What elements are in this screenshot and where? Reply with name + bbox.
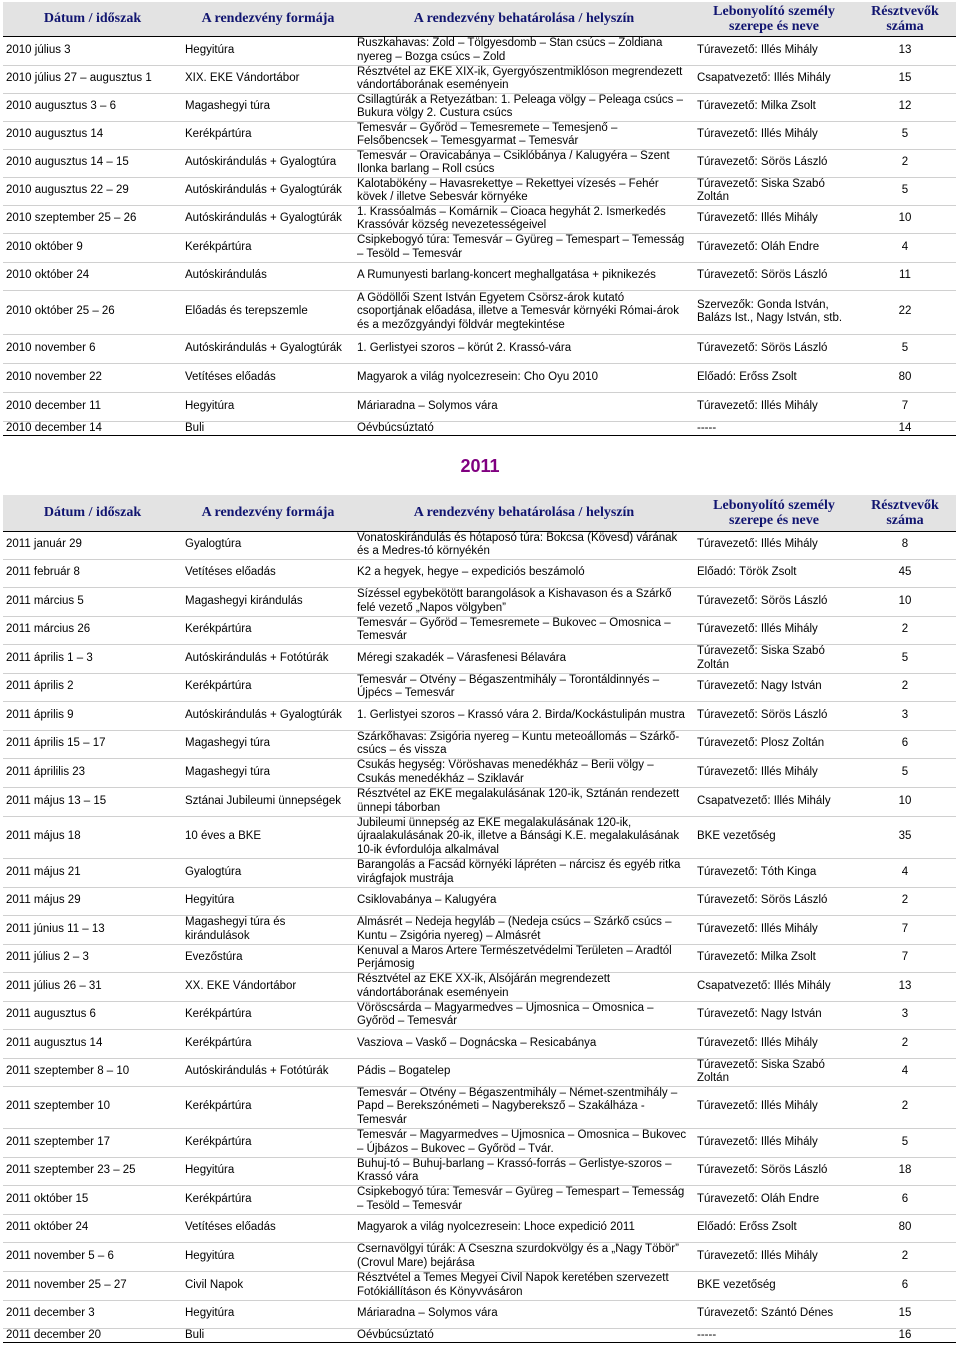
table-row (3, 36, 956, 65)
cell-form: Hegyitúra (182, 392, 354, 421)
cell-participants: 5 (854, 644, 956, 673)
cell-participants: 4 (854, 1058, 956, 1086)
cell-participants: 5 (854, 1128, 956, 1157)
table-row (3, 1001, 956, 1029)
cell-form: Autóskirándulás + Fotótúrák (182, 644, 354, 673)
table-row (3, 758, 956, 787)
cell-place: Temesvár – Ötvény – Bégaszentmihály – Torontáldinnyés – Újpécs – Temesvár (354, 673, 694, 701)
cell-participants: 7 (854, 392, 956, 421)
cell-participants: 3 (854, 1001, 956, 1029)
cell-organizer: Túravezető: Illés Mihály (694, 1086, 854, 1128)
cell-place: Méregi szakadék – Várasfenesi Bélavára (354, 644, 694, 673)
cell-organizer: Túravezető: Sörös László (694, 262, 854, 290)
cell-form: Magashegyi túra (182, 730, 354, 758)
cell-date: 2011 augusztus 14 (3, 1029, 182, 1058)
cell-organizer: ----- (694, 1328, 854, 1342)
cell-form: Vetítéses előadás (182, 1214, 354, 1242)
cell-form: Civil Napok (182, 1271, 354, 1300)
cell-participants: 5 (854, 758, 956, 787)
table-header-row (3, 2, 956, 36)
cell-place: Sízéssel egybekötött barangolások a Kishavason és a Szárkő felé vezető „Napos völgyben” (354, 587, 694, 616)
table-row (3, 1300, 956, 1328)
cell-organizer: Előadó: Török Zsolt (694, 559, 854, 587)
cell-date: 2010 december 14 (3, 421, 182, 435)
cell-date: 2010 december 11 (3, 392, 182, 421)
cell-date: 2011 április 2 (3, 673, 182, 701)
cell-date: 2011 április 15 – 17 (3, 730, 182, 758)
cell-participants: 10 (854, 205, 956, 233)
cell-organizer: Túravezető: Sörös László (694, 1157, 854, 1185)
cell-participants: 10 (854, 787, 956, 816)
cell-organizer: Túravezető: Siska Szabó Zoltán (694, 177, 854, 205)
table-row (3, 1242, 956, 1271)
cell-date: 2010 július 27 – augusztus 1 (3, 65, 182, 93)
cell-organizer: Túravezető: Siska Szabó Zoltán (694, 644, 854, 673)
cell-date: 2011 szeptember 8 – 10 (3, 1058, 182, 1086)
cell-form: Kerékpártúra (182, 1086, 354, 1128)
table-row (3, 858, 956, 887)
cell-form: Hegyitúra (182, 1157, 354, 1185)
table-row (3, 290, 956, 334)
table-row (3, 65, 956, 93)
cell-place: Csipkebogyó túra: Temesvár – Gyüreg – Temespart – Temesság – Tesöld – Temesvár (354, 233, 694, 262)
cell-participants: 7 (854, 915, 956, 944)
cell-participants: 13 (854, 36, 956, 65)
cell-date: 2010 július 3 (3, 36, 182, 65)
cell-form: Sztánai Jubileumi ünnepségek (182, 787, 354, 816)
cell-participants: 4 (854, 233, 956, 262)
cell-organizer: Túravezető: Sörös László (694, 587, 854, 616)
table-row (3, 421, 956, 435)
cell-date: 2010 október 25 – 26 (3, 290, 182, 334)
cell-form: Gyalogtúra (182, 858, 354, 887)
cell-organizer: Túravezető: Illés Mihály (694, 205, 854, 233)
cell-organizer: Túravezető: Illés Mihály (694, 36, 854, 65)
cell-form: Kerékpártúra (182, 1029, 354, 1058)
cell-participants: 6 (854, 1271, 956, 1300)
cell-organizer: Túravezető: Illés Mihály (694, 1242, 854, 1271)
cell-form: Kerékpártúra (182, 673, 354, 701)
cell-form: Kerékpártúra (182, 121, 354, 149)
cell-organizer: Túravezető: Illés Mihály (694, 121, 854, 149)
table-row (3, 121, 956, 149)
table-row (3, 816, 956, 858)
cell-date: 2010 augusztus 3 – 6 (3, 93, 182, 121)
cell-place: Kenuval a Maros Artere Természetvédelmi Területen – Aradtól Perjámosig (354, 944, 694, 972)
header-form: A rendezvény formája (182, 2, 354, 36)
cell-place: Csukás hegység: Vöröshavas menedékház – Berii völgy – Csukás menedékház – Sziklavár (354, 758, 694, 787)
cell-date: 2011 november 5 – 6 (3, 1242, 182, 1271)
cell-form: Előadás és terepszemle (182, 290, 354, 334)
table-row (3, 972, 956, 1001)
table-row (3, 944, 956, 972)
cell-date: 2011 szeptember 17 (3, 1128, 182, 1157)
cell-organizer: Túravezető: Nagy István (694, 1001, 854, 1029)
cell-organizer: Túravezető: Oláh Endre (694, 1185, 854, 1214)
cell-organizer: Túravezető: Nagy István (694, 673, 854, 701)
cell-organizer: Túravezető: Siska Szabó Zoltán (694, 1058, 854, 1086)
cell-participants: 2 (854, 887, 956, 915)
cell-place: Vonatoskirándulás és hótaposó túra: Bokcsa (Kövesd) várának és a Medres-tó környékén (354, 531, 694, 559)
cell-participants: 16 (854, 1328, 956, 1342)
cell-date: 2011 áprililis 23 (3, 758, 182, 787)
cell-participants: 2 (854, 149, 956, 177)
cell-form: Hegyitúra (182, 887, 354, 915)
header-participants: Résztvevők száma (854, 495, 956, 531)
cell-organizer: Túravezető: Illés Mihály (694, 758, 854, 787)
cell-date: 2011 május 21 (3, 858, 182, 887)
cell-participants: 8 (854, 531, 956, 559)
table-row (3, 1271, 956, 1300)
header-date: Dátum / időszak (3, 495, 182, 531)
cell-participants: 80 (854, 1214, 956, 1242)
cell-form: Autóskirándulás + Fotótúrák (182, 1058, 354, 1086)
cell-participants: 3 (854, 701, 956, 730)
cell-place: Máriaradna – Solymos vára (354, 1300, 694, 1328)
cell-place: A Gödöllői Szent István Egyetem Csörsz-árok kutató csoportjának előadása, illetve a Temesvár környéki Római-árok és a mezőzgyándyi földvár megtekintése (354, 290, 694, 334)
cell-date: 2011 április 9 (3, 701, 182, 730)
cell-form: Kerékpártúra (182, 1185, 354, 1214)
cell-place: Csiklovabánya – Kalugyéra (354, 887, 694, 915)
cell-place: Csernavölgyi túrák: A Cseszna szurdokvölgy és a „Nagy Töbör” (Crovul Mare) bejárása (354, 1242, 694, 1271)
cell-date: 2011 október 24 (3, 1214, 182, 1242)
cell-organizer: Csapatvezető: Illés Mihály (694, 787, 854, 816)
cell-place: 1. Gerlistyei szoros – körút 2. Krassó-vára (354, 334, 694, 363)
table-row (3, 673, 956, 701)
cell-organizer: Előadó: Erőss Zsolt (694, 1214, 854, 1242)
cell-participants: 12 (854, 93, 956, 121)
year-heading: 2011 (460, 456, 500, 476)
cell-place: Barangolás a Facsád környéki lápréten – nárcisz és egyéb ritka virágfajok mustrája (354, 858, 694, 887)
cell-participants: 2 (854, 616, 956, 644)
header-date: Dátum / időszak (3, 2, 182, 36)
cell-organizer: Túravezető: Illés Mihály (694, 915, 854, 944)
table-row (3, 392, 956, 421)
cell-form: Buli (182, 1328, 354, 1342)
table-row (3, 1128, 956, 1157)
cell-date: 2011 május 18 (3, 816, 182, 858)
cell-date: 2011 május 29 (3, 887, 182, 915)
cell-place: Kalotabökény – Havasrekettye – Rekettyei vízesés – Fehér kövek / illetve Sebesvár környéke (354, 177, 694, 205)
cell-form: Kerékpártúra (182, 616, 354, 644)
cell-date: 2010 november 6 (3, 334, 182, 363)
cell-date: 2011 december 20 (3, 1328, 182, 1342)
cell-participants: 10 (854, 587, 956, 616)
cell-place: Résztvétel az EKE XIX-ik, Gyergyószentmiklóson megrendezett vándortáborának eseményein (354, 65, 694, 93)
cell-organizer: Csapatvezető: Illés Mihály (694, 65, 854, 93)
cell-participants: 7 (854, 944, 956, 972)
table-row (3, 1058, 956, 1086)
cell-organizer: Csapatvezető: Illés Mihály (694, 972, 854, 1001)
table-row (3, 787, 956, 816)
cell-organizer: Túravezető: Illés Mihály (694, 392, 854, 421)
cell-date: 2010 november 22 (3, 363, 182, 392)
table-row (3, 262, 956, 290)
cell-form: XX. EKE Vándortábor (182, 972, 354, 1001)
cell-form: Gyalogtúra (182, 531, 354, 559)
cell-form: Buli (182, 421, 354, 435)
header-organizer: Lebonyolító személy szerepe és neve (694, 2, 854, 36)
cell-form: Magashegyi túra (182, 93, 354, 121)
cell-participants: 80 (854, 363, 956, 392)
cell-date: 2011 április 1 – 3 (3, 644, 182, 673)
cell-participants: 15 (854, 1300, 956, 1328)
cell-place: Temesvár – Győröd – Temesremete – Bukovec – Ómosnica – Temesvár (354, 616, 694, 644)
cell-place: Pádis – Bogatelep (354, 1058, 694, 1086)
cell-participants: 6 (854, 730, 956, 758)
table-row (3, 205, 956, 233)
cell-organizer: BKE vezetőség (694, 816, 854, 858)
cell-place: A Rumunyesti barlang-koncert meghallgatása + piknikezés (354, 262, 694, 290)
cell-form: Autóskirándulás (182, 262, 354, 290)
cell-place: Temesvár – Győröd – Temesremete – Temesjenő – Felsőbencsek – Temesgyarmat – Temesvár (354, 121, 694, 149)
cell-organizer: Túravezető: Sörös László (694, 149, 854, 177)
cell-date: 2011 július 26 – 31 (3, 972, 182, 1001)
cell-place: Jubileumi ünnepség az EKE megalakulásának 120-ik, újraalakulásának 20-ik, illetve a Bánsági K.E. megalakulásának 10-ik évfordulója alkalmával (354, 816, 694, 858)
table-row (3, 233, 956, 262)
table-row (3, 915, 956, 944)
cell-form: Autóskirándulás + Gyalogtúrák (182, 701, 354, 730)
cell-organizer: Túravezető: Oláh Endre (694, 233, 854, 262)
cell-place: Magyarok a világ nyolcezresein: Lhoce expedició 2011 (354, 1214, 694, 1242)
cell-place: Szárkőhavas: Zsigória nyereg – Kuntu meteoállomás – Szárkő-csúcs – és vissza (354, 730, 694, 758)
cell-participants: 2 (854, 1242, 956, 1271)
cell-date: 2010 augusztus 22 – 29 (3, 177, 182, 205)
cell-date: 2010 augusztus 14 – 15 (3, 149, 182, 177)
header-place: A rendezvény behatárolása / helyszín (354, 495, 694, 531)
cell-participants: 13 (854, 972, 956, 1001)
cell-organizer: Túravezető: Sörös László (694, 887, 854, 915)
cell-participants: 14 (854, 421, 956, 435)
cell-place: Óévbúcsúztató (354, 421, 694, 435)
cell-participants: 2 (854, 1029, 956, 1058)
cell-date: 2011 szeptember 23 – 25 (3, 1157, 182, 1185)
cell-place: 1. Gerlistyei szoros – Krassó vára 2. Birda/Kockástulipán mustra (354, 701, 694, 730)
table-row (3, 616, 956, 644)
cell-form: Evezőstúra (182, 944, 354, 972)
table-row (3, 887, 956, 915)
cell-participants: 5 (854, 121, 956, 149)
cell-place: Résztvétel az EKE XX-ik, Alsójárán megrendezett vándortáborának eseményein (354, 972, 694, 1001)
cell-organizer: Túravezető: Illés Mihály (694, 1128, 854, 1157)
cell-form: Kerékpártúra (182, 233, 354, 262)
cell-participants: 4 (854, 858, 956, 887)
cell-place: Résztvétel a Temes Megyei Civil Napok keretében szervezett Fotókiállításon és Könyvvásáron (354, 1271, 694, 1300)
table-row (3, 1185, 956, 1214)
cell-place: Buhuj-tó – Buhuj-barlang – Krassó-forrás – Gerlistye-szoros – Krassó vára (354, 1157, 694, 1185)
cell-participants: 15 (854, 65, 956, 93)
table-row (3, 363, 956, 392)
cell-participants: 5 (854, 334, 956, 363)
cell-form: Autóskirándulás + Gyalogtúrák (182, 205, 354, 233)
cell-organizer: Túravezető: Tóth Kinga (694, 858, 854, 887)
cell-participants: 2 (854, 1086, 956, 1128)
cell-organizer: ----- (694, 421, 854, 435)
cell-form: Magashegyi túra (182, 758, 354, 787)
header-participants: Résztvevők száma (854, 2, 956, 36)
cell-organizer: BKE vezetőség (694, 1271, 854, 1300)
cell-form: Magashegyi kirándulás (182, 587, 354, 616)
cell-organizer: Túravezető: Szántó Dénes (694, 1300, 854, 1328)
header-form: A rendezvény formája (182, 495, 354, 531)
cell-form: Hegyitúra (182, 1242, 354, 1271)
cell-form: Autóskirándulás + Gyalogtúra (182, 149, 354, 177)
cell-date: 2011 december 3 (3, 1300, 182, 1328)
cell-form: Kerékpártúra (182, 1001, 354, 1029)
cell-organizer: Szervezők: Gonda István, Balázs Ist., Nagy István, stb. (694, 290, 854, 334)
cell-participants: 6 (854, 1185, 956, 1214)
cell-organizer: Túravezető: Plosz Zoltán (694, 730, 854, 758)
header-place: A rendezvény behatárolása / helyszín (354, 2, 694, 36)
cell-form: Hegyitúra (182, 1300, 354, 1328)
cell-place: Temesvár – Ötvény – Bégaszentmihály – Német-szentmihály – Papd – Berekszónémeti – Nagybereksző – Szakálháza - Temesvár (354, 1086, 694, 1128)
cell-form: Autóskirándulás + Gyalogtúrák (182, 334, 354, 363)
cell-date: 2010 október 24 (3, 262, 182, 290)
cell-date: 2011 november 25 – 27 (3, 1271, 182, 1300)
cell-organizer: Túravezető: Sörös László (694, 701, 854, 730)
cell-place: Csipkebogyó túra: Temesvár – Gyüreg – Temespart – Temesság – Tesöld – Temesvár (354, 1185, 694, 1214)
table-row (3, 1029, 956, 1058)
cell-date: 2011 május 13 – 15 (3, 787, 182, 816)
cell-date: 2011 szeptember 10 (3, 1086, 182, 1128)
cell-participants: 35 (854, 816, 956, 858)
table-row (3, 531, 956, 559)
table-row (3, 559, 956, 587)
cell-organizer: Túravezető: Illés Mihály (694, 616, 854, 644)
cell-place: Ruszkahavas: Zold – Tölgyesdomb – Stan csúcs – Zoldiana nyereg – Bozga csúcs – Zold (354, 36, 694, 65)
cell-date: 2010 október 9 (3, 233, 182, 262)
cell-date: 2011 január 29 (3, 531, 182, 559)
cell-place: Vöröscsárda – Magyarmedves – Újmosnica – Ómosnica – Győröd – Temesvár (354, 1001, 694, 1029)
cell-organizer: Túravezető: Sörös László (694, 334, 854, 363)
cell-organizer: Túravezető: Illés Mihály (694, 531, 854, 559)
cell-form: 10 éves a BKE (182, 816, 354, 858)
cell-form: Kerékpártúra (182, 1128, 354, 1157)
table-row (3, 730, 956, 758)
cell-date: 2011 június 11 – 13 (3, 915, 182, 944)
cell-participants: 45 (854, 559, 956, 587)
cell-participants: 11 (854, 262, 956, 290)
cell-date: 2011 március 5 (3, 587, 182, 616)
cell-participants: 2 (854, 673, 956, 701)
cell-organizer: Túravezető: Illés Mihály (694, 1029, 854, 1058)
cell-form: Magashegyi túra és kirándulások (182, 915, 354, 944)
cell-organizer: Túravezető: Milka Zsolt (694, 944, 854, 972)
table-row (3, 1157, 956, 1185)
cell-place: Vasziova – Vaskő – Dognácska – Resicabánya (354, 1029, 694, 1058)
table-row (3, 701, 956, 730)
cell-date: 2011 október 15 (3, 1185, 182, 1214)
cell-date: 2011 február 8 (3, 559, 182, 587)
cell-form: Vetítéses előadás (182, 559, 354, 587)
cell-organizer: Túravezető: Milka Zsolt (694, 93, 854, 121)
cell-place: Csillagtúrák a Retyezátban: 1. Peleaga völgy – Peleaga csúcs – Bukura völgy 2. Custura csúcs (354, 93, 694, 121)
cell-date: 2011 július 2 – 3 (3, 944, 182, 972)
table-row (3, 644, 956, 673)
table-row (3, 587, 956, 616)
cell-place: Temesvár – Oravicabánya – Csiklóbánya / Kalugyéra – Szent Ilonka barlang – Roll csúcs (354, 149, 694, 177)
cell-participants: 22 (854, 290, 956, 334)
events-table-2010 (3, 2, 956, 436)
cell-organizer: Előadó: Erőss Zsolt (694, 363, 854, 392)
cell-date: 2011 március 26 (3, 616, 182, 644)
cell-place: Almásrét – Nedeja hegyláb – (Nedeja csúcs – Szárkő csúcs – Kuntu – Zsigória nyereg) – Almásrét (354, 915, 694, 944)
table-row (3, 177, 956, 205)
cell-form: Autóskirándulás + Gyalogtúrák (182, 177, 354, 205)
events-table-2011 (3, 495, 956, 1343)
cell-place: Temesvár – Magyarmedves – Újmosnica – Ómosnica – Bukovec – Újbázos – Bukovec – Győröd – Tvár. (354, 1128, 694, 1157)
cell-date: 2010 augusztus 14 (3, 121, 182, 149)
cell-place: Óévbúcsúztató (354, 1328, 694, 1342)
cell-date: 2011 augusztus 6 (3, 1001, 182, 1029)
cell-place: K2 a hegyek, hegye – expediciós beszámoló (354, 559, 694, 587)
cell-form: Vetítéses előadás (182, 363, 354, 392)
table-row (3, 1214, 956, 1242)
cell-date: 2010 szeptember 25 – 26 (3, 205, 182, 233)
table-header-row (3, 495, 956, 531)
cell-form: Hegyitúra (182, 36, 354, 65)
table-row (3, 149, 956, 177)
cell-place: 1. Krassóalmás – Komárnik – Cioaca hegyhát 2. Ismerkedés Krassóvár község nevezetességeivel (354, 205, 694, 233)
cell-place: Magyarok a világ nyolcezresein: Cho Oyu 2010 (354, 363, 694, 392)
cell-form: XIX. EKE Vándortábor (182, 65, 354, 93)
cell-participants: 18 (854, 1157, 956, 1185)
header-organizer: Lebonyolító személy szerepe és neve (694, 495, 854, 531)
cell-place: Résztvétel az EKE megalakulásának 120-ik, Sztánán rendezett ünnepi táborban (354, 787, 694, 816)
table-row (3, 334, 956, 363)
cell-participants: 5 (854, 177, 956, 205)
table-row (3, 1086, 956, 1128)
table-row (3, 93, 956, 121)
table-row (3, 1328, 956, 1342)
cell-place: Máriaradna – Solymos vára (354, 392, 694, 421)
